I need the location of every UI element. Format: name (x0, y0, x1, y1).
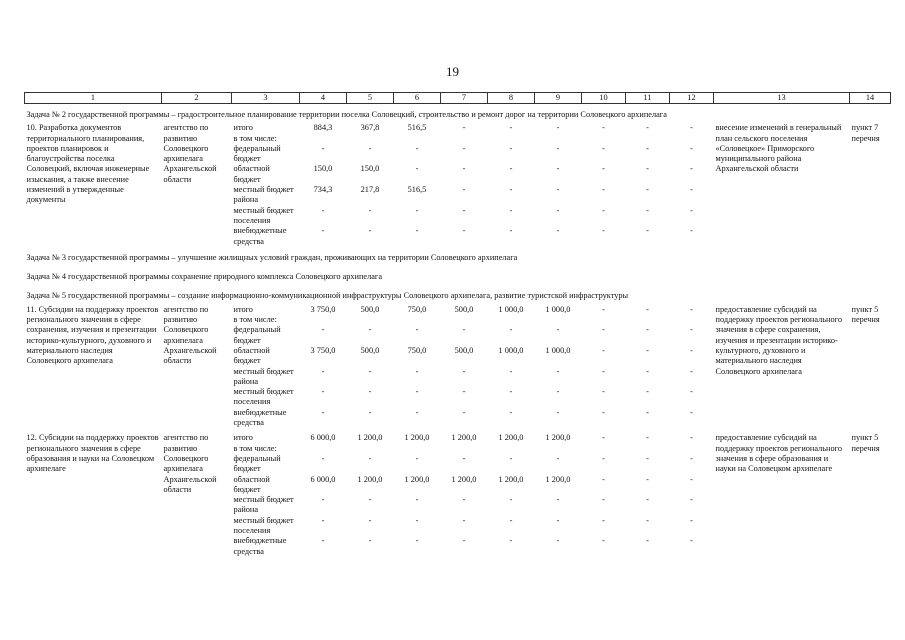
amount-cell: - (646, 366, 649, 376)
amount-cell: - (690, 164, 693, 174)
amount-cell: - (646, 387, 649, 397)
header-col-5: 5 (347, 93, 394, 104)
amount-cell: - (321, 143, 325, 153)
amount-cell: - (646, 123, 649, 133)
amount-cell: - (462, 495, 466, 505)
header-col-13: 13 (714, 93, 850, 104)
amount-cell: - (462, 407, 466, 417)
amount-cell: - (602, 387, 605, 397)
task-row-3 (25, 247, 891, 266)
amount-cell: - (690, 345, 693, 355)
amount-cell (300, 134, 347, 144)
amount-cell (394, 134, 441, 144)
amount-cell: - (509, 495, 513, 505)
amount-cell: - (556, 495, 560, 505)
amount-cell: - (462, 185, 466, 195)
amount-cell: - (368, 536, 372, 546)
amount-cell: - (509, 164, 513, 174)
amount-cell: - (646, 453, 649, 463)
amount-cell: - (690, 433, 693, 443)
amount-cell: - (602, 407, 605, 417)
amount-cell (394, 315, 441, 325)
amount-cell: - (556, 515, 560, 525)
executor-name: агентство по развитию Соловецкого архипелага Архангельской области (163, 123, 217, 184)
activity-name: 12. Субсидии на поддержку проектов регионального значения в сфере образования и науки на Соловецком архипелаге (26, 433, 159, 474)
amount-cell: - (415, 407, 419, 417)
amount-cell (488, 444, 535, 454)
funding-source: местный бюджет района (233, 185, 294, 205)
funding-source: внебюджетные средства (233, 226, 287, 246)
amount-cell: - (646, 515, 649, 525)
amount-cell (582, 315, 626, 325)
amount-cell: - (646, 433, 649, 443)
amount-cell: - (415, 495, 419, 505)
amount-cell: 516,5 (407, 185, 427, 195)
amount-cell (535, 134, 582, 144)
amount-cell: - (690, 453, 693, 463)
task-2-text: Задача № 2 государственной программы – градостроительное планирование территории поселка Соловецкий, строительство и ремонт дорог на территории Соловецкого архипелага (26, 110, 667, 119)
amount-cell: 500,0 (454, 345, 474, 355)
amount-cell (347, 134, 394, 144)
amount-cell: - (368, 495, 372, 505)
amount-cell: 1 200,0 (357, 433, 383, 443)
amount-cell: - (321, 515, 325, 525)
amount-cell: - (602, 185, 605, 195)
amount-cell: - (509, 407, 513, 417)
amount-cell (535, 444, 582, 454)
executor-name: агентство по развитию Соловецкого архипелага Архангельской области (163, 304, 217, 366)
page-number: 19 (446, 64, 459, 79)
amount-cell: - (509, 515, 513, 525)
table-body (25, 104, 891, 557)
amount-cell: - (690, 407, 693, 417)
amount-cell (394, 444, 441, 454)
amount-cell: - (646, 143, 649, 153)
funding-source: областной бюджет (233, 474, 270, 494)
amount-cell: - (690, 205, 693, 215)
amount-cell: 1 000,0 (545, 345, 571, 355)
funding-source: в том числе: (233, 133, 277, 143)
amount-cell: - (646, 474, 649, 484)
amount-cell (300, 444, 347, 454)
amount-cell: - (556, 143, 560, 153)
funding-source: местный бюджет поселения (233, 387, 294, 407)
amount-cell: - (462, 453, 466, 463)
amount-cell: 750,0 (407, 304, 427, 314)
amount-cell: 1 000,0 (498, 304, 524, 314)
amount-cell: - (646, 495, 649, 505)
amount-cell: - (690, 325, 693, 335)
amount-cell: 1 200,0 (451, 433, 477, 443)
header-col-11: 11 (626, 93, 670, 104)
amount-cell: - (415, 164, 419, 174)
amount-cell: - (368, 325, 372, 335)
amount-cell: 516,5 (407, 123, 427, 133)
amount-cell: - (690, 123, 693, 133)
funding-source: местный бюджет поселения (233, 515, 294, 535)
amount-cell: - (602, 123, 605, 133)
amount-cell: - (509, 123, 513, 133)
task-row-2 (25, 104, 891, 124)
funding-source: в том числе: (233, 315, 277, 325)
amount-cell: - (556, 453, 560, 463)
amount-cell (488, 315, 535, 325)
amount-cell: 1 000,0 (498, 345, 524, 355)
amount-cell: 6 000,0 (310, 474, 336, 484)
amount-cell: - (462, 366, 466, 376)
funding-source: областной бюджет (233, 345, 270, 366)
amount-cell: - (690, 536, 693, 546)
amount-cell: 150,0 (313, 164, 333, 174)
reference: пункт 7 перечня (851, 123, 880, 143)
amount-cell: - (690, 185, 693, 195)
funding-source: федеральный бюджет (233, 325, 281, 345)
amount-cell: - (321, 325, 325, 335)
amount-cell (300, 315, 347, 325)
amount-cell: - (602, 143, 605, 153)
header-row (25, 93, 891, 104)
amount-cell: - (646, 304, 649, 314)
task-4-text: Задача № 4 государственной программы сохранение природного комплекса Соловецкого архипелага (26, 272, 383, 282)
funding-source: местный бюджет района (233, 366, 294, 386)
amount-cell: - (602, 164, 605, 174)
amount-cell (582, 444, 626, 454)
amount-cell: - (556, 226, 560, 236)
amount-cell: - (509, 453, 513, 463)
amount-cell: - (321, 495, 325, 505)
amount-cell: - (556, 123, 560, 133)
amount-cell: - (509, 205, 513, 215)
amount-cell: - (690, 226, 693, 236)
budget-row (25, 123, 891, 133)
amount-cell: - (690, 366, 693, 376)
amount-cell: - (415, 453, 419, 463)
amount-cell: 500,0 (360, 304, 380, 314)
amount-cell: - (368, 515, 372, 525)
amount-cell: - (415, 226, 419, 236)
amount-cell: 3 750,0 (310, 345, 336, 355)
amount-cell: - (321, 407, 325, 417)
amount-cell: 1 000,0 (545, 304, 571, 314)
amount-cell (347, 444, 394, 454)
amount-cell (670, 134, 714, 144)
amount-cell: - (368, 407, 372, 417)
amount-cell (582, 134, 626, 144)
amount-cell: - (602, 205, 605, 215)
header-col-1: 1 (25, 93, 162, 104)
amount-cell: - (556, 205, 560, 215)
amount-cell: 1 200,0 (498, 433, 524, 443)
amount-cell: - (646, 185, 649, 195)
budget-row (25, 433, 891, 443)
amount-cell: - (602, 495, 605, 505)
amount-cell: - (646, 536, 649, 546)
amount-cell: 217,8 (360, 185, 380, 195)
amount-cell: 884,3 (313, 123, 333, 133)
amount-cell: - (509, 185, 513, 195)
header-col-2: 2 (162, 93, 232, 104)
amount-cell: - (690, 495, 693, 505)
expected-result: предоставление субсидий на поддержку проектов регионального значения в сфере сохранения, изучения и презентации историко-культурного, духовного и материального наследия Соловецкого архипелага (715, 304, 842, 376)
amount-cell: - (368, 226, 372, 236)
amount-cell: - (415, 515, 419, 525)
amount-cell: - (646, 325, 649, 335)
amount-cell: - (556, 407, 560, 417)
amount-cell: - (368, 453, 372, 463)
amount-cell: - (509, 226, 513, 236)
funding-source: федеральный бюджет (233, 453, 281, 474)
amount-cell: - (462, 515, 466, 525)
amount-cell: - (602, 474, 605, 484)
header-col-8: 8 (488, 93, 535, 104)
amount-cell: - (509, 536, 513, 546)
header-col-12: 12 (670, 93, 714, 104)
amount-cell (535, 315, 582, 325)
amount-cell: - (415, 143, 419, 153)
amount-cell: - (690, 474, 693, 484)
amount-cell: 734,3 (313, 185, 333, 195)
amount-cell: - (368, 387, 372, 397)
amount-cell (626, 315, 670, 325)
activity-name: 11. Субсидии на поддержку проектов регионального значения в сфере сохранения, изучения и презентации историко-культурного, духовного и материального наследия Соловецкого архипелага (26, 304, 159, 366)
amount-cell: - (646, 205, 649, 215)
funding-source: местный бюджет поселения (233, 205, 294, 225)
amount-cell: - (556, 366, 560, 376)
amount-cell: - (509, 143, 513, 153)
header-col-9: 9 (535, 93, 582, 104)
amount-cell (670, 315, 714, 325)
amount-cell: - (415, 387, 419, 397)
table-header (25, 93, 891, 104)
amount-cell: - (321, 226, 325, 236)
amount-cell: - (690, 143, 693, 153)
amount-cell: - (556, 164, 560, 174)
header-col-14: 14 (850, 93, 891, 104)
amount-cell: - (321, 387, 325, 397)
task-row-4 (25, 266, 891, 285)
header-col-7: 7 (441, 93, 488, 104)
amount-cell: 1 200,0 (357, 474, 383, 484)
funding-source: местный бюджет района (233, 495, 294, 515)
funding-source: итого (233, 433, 253, 443)
amount-cell: - (602, 325, 605, 335)
amount-cell (488, 134, 535, 144)
amount-cell: 500,0 (360, 345, 380, 355)
amount-cell (670, 444, 714, 454)
amount-cell: 3 750,0 (310, 304, 336, 314)
header-col-4: 4 (300, 93, 347, 104)
amount-cell: - (415, 325, 419, 335)
funding-source: областной бюджет (233, 164, 270, 184)
amount-cell: - (509, 325, 513, 335)
header-col-6: 6 (394, 93, 441, 104)
amount-cell: - (556, 325, 560, 335)
amount-cell: - (462, 123, 466, 133)
amount-cell (441, 134, 488, 144)
amount-cell: - (462, 205, 466, 215)
amount-cell (441, 315, 488, 325)
amount-cell: 6 000,0 (310, 433, 336, 443)
task-3-text: Задача № 3 государственной программы – улучшение жилищных условий граждан, проживающих на территории Соловецкого архипелага (26, 252, 518, 262)
amount-cell: - (321, 366, 325, 376)
budget-row (25, 305, 891, 315)
amount-cell: 1 200,0 (498, 474, 524, 484)
amount-cell: - (462, 387, 466, 397)
amount-cell: - (602, 433, 605, 443)
amount-cell (626, 134, 670, 144)
amount-cell: 1 200,0 (545, 474, 571, 484)
expected-result: внесение изменений в генеральный план сельского поселения «Соловецкое» Приморского муниципального района Архангельской области (715, 123, 842, 174)
amount-cell: - (415, 205, 419, 215)
amount-cell: - (690, 515, 693, 525)
amount-cell: 1 200,0 (404, 433, 430, 443)
funding-source: итого (233, 123, 253, 133)
activity-name: 10. Разработка документов территориального планирования, проектов планировок и благоустройства поселка Соловецкий, включая инженерные изыскания, а также внесение изменений в утвержденные документы (26, 123, 150, 205)
amount-cell: - (509, 366, 513, 376)
program-table (24, 92, 891, 557)
amount-cell: - (556, 536, 560, 546)
amount-cell: - (321, 536, 325, 546)
amount-cell: - (462, 325, 466, 335)
reference: пункт 5 перечня (851, 304, 880, 325)
amount-cell: - (646, 345, 649, 355)
amount-cell: - (602, 515, 605, 525)
amount-cell: - (690, 387, 693, 397)
funding-source: федеральный бюджет (233, 143, 281, 164)
amount-cell: - (556, 387, 560, 397)
task-row-5 (25, 285, 891, 304)
amount-cell: - (321, 453, 325, 463)
amount-cell: 500,0 (454, 304, 474, 314)
header-col-3: 3 (232, 93, 300, 104)
amount-cell: - (462, 226, 466, 236)
amount-cell: 1 200,0 (451, 474, 477, 484)
amount-cell: 750,0 (407, 345, 427, 355)
amount-cell: - (602, 345, 605, 355)
amount-cell: - (690, 304, 693, 314)
expected-result: предоставление субсидий на поддержку проектов регионального значения в сфере образования и науки на Соловецком архипелаге (715, 433, 842, 474)
amount-cell: - (646, 226, 649, 236)
task-5-text: Задача № 5 государственной программы – создание информационно-коммуникационной инфраструктуры Соловецкого архипелага, развитие туристской инфраструктуры (26, 291, 629, 301)
amount-cell: 367,8 (360, 123, 380, 133)
amount-cell: - (368, 205, 372, 215)
amount-cell: - (646, 164, 649, 174)
amount-cell: - (556, 185, 560, 195)
amount-cell: - (602, 366, 605, 376)
amount-cell (626, 444, 670, 454)
amount-cell: - (462, 164, 466, 174)
amount-cell: - (415, 366, 419, 376)
amount-cell: - (415, 536, 419, 546)
amount-cell: - (602, 536, 605, 546)
amount-cell: - (368, 143, 372, 153)
amount-cell (347, 315, 394, 325)
funding-source: внебюджетные средства (233, 536, 287, 556)
funding-source: итого (233, 304, 253, 314)
amount-cell: - (368, 366, 372, 376)
amount-cell: - (462, 143, 466, 153)
amount-cell (441, 444, 488, 454)
funding-source: в том числе: (233, 443, 277, 453)
amount-cell: - (646, 407, 649, 417)
reference: пункт 5 перечня (851, 433, 880, 453)
executor-name: агентство по развитию Соловецкого архипелага Архангельской области (163, 433, 217, 494)
amount-cell: 1 200,0 (545, 433, 571, 443)
amount-cell: - (321, 205, 325, 215)
funding-source: внебюджетные средства (233, 407, 287, 428)
amount-cell: - (602, 226, 605, 236)
amount-cell: - (509, 387, 513, 397)
amount-cell: - (462, 536, 466, 546)
amount-cell: - (602, 453, 605, 463)
amount-cell: 1 200,0 (404, 474, 430, 484)
header-col-10: 10 (582, 93, 626, 104)
amount-cell: 150,0 (360, 164, 380, 174)
amount-cell: - (602, 304, 605, 314)
